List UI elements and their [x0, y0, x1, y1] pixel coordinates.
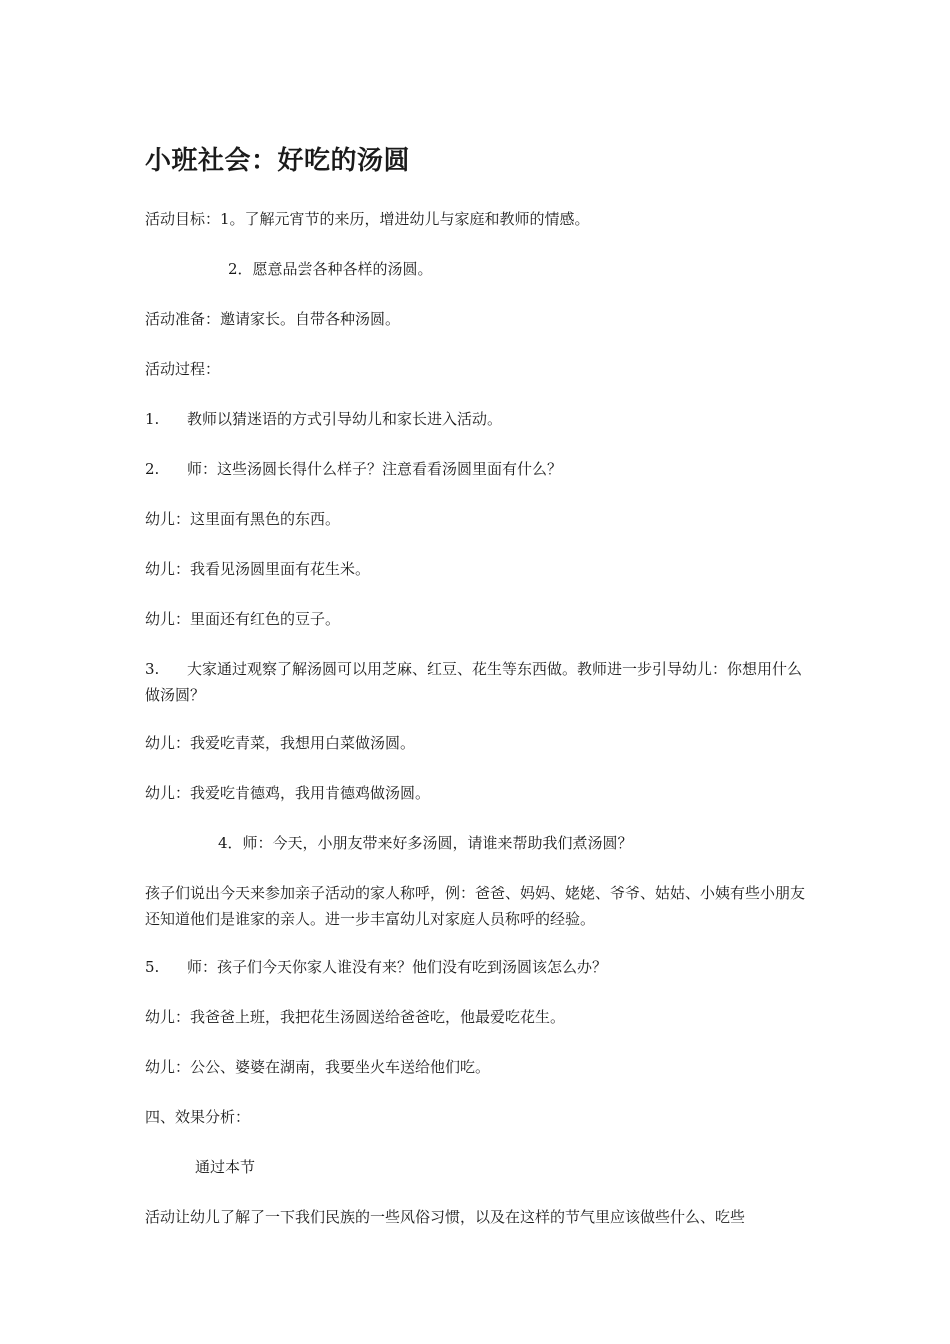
preparation: 活动准备：邀请家长。自带各种汤圆。: [145, 310, 401, 328]
step-1: [145, 406, 810, 432]
goal-line-2: 2．愿意品尝各种各样的汤圆。: [228, 260, 433, 278]
analysis-text: 活动让幼儿了解了一下我们民族的一些风俗习惯，以及在这样的节气里应该做些什么、吃些: [145, 1208, 746, 1226]
step-4: 4．师：今天，小朋友带来好多汤圆，请谁来帮助我们煮汤圆？: [218, 834, 633, 852]
step-3-number: 3.: [145, 660, 160, 678]
step-5: [145, 954, 810, 980]
step-2: [145, 456, 810, 482]
step-5-number: 5.: [145, 958, 160, 976]
child-reply-2: 幼儿：我看见汤圆里面有花生米。: [145, 560, 371, 578]
step-1-number: 1.: [145, 410, 160, 428]
step-2-number: 2.: [145, 460, 160, 478]
step-5-text: 师：孩子们今天你家人谁没有来？他们没有吃到汤圆该怎么办？: [187, 958, 608, 976]
child-reply-5: 幼儿：我爱吃肯德鸡，我用肯德鸡做汤圆。: [145, 784, 431, 802]
child-reply-3: 幼儿：里面还有红色的豆子。: [145, 610, 341, 628]
analysis-heading: 四、效果分析：: [145, 1108, 251, 1126]
page-title: 小班社会：好吃的汤圆: [145, 146, 411, 176]
child-reply-1: 幼儿：这里面有黑色的东西。: [145, 510, 341, 528]
step-3-text: 大家通过观察了解汤圆可以用芝麻、红豆、花生等东西做。教师进一步引导幼儿：你想用什么做汤圆？: [145, 660, 803, 704]
step-3: [145, 656, 810, 708]
analysis-indent: 通过本节: [195, 1158, 256, 1176]
step-2-text: 师：这些汤圆长得什么样子？注意看看汤圆里面有什么？: [187, 460, 563, 478]
child-reply-6: 幼儿：我爸爸上班，我把花生汤圆送给爸爸吃，他最爱吃花生。: [145, 1008, 566, 1026]
goal-line-1: 活动目标：1。了解元宵节的来历，增进幼儿与家庭和教师的情感。: [145, 210, 590, 228]
process-heading: 活动过程：: [145, 360, 221, 378]
step-1-text: 教师以猜迷语的方式引导幼儿和家长进入活动。: [187, 410, 503, 428]
kids-say-paragraph: 孩子们说出今天来参加亲子活动的家人称呼，例：爸爸、妈妈、姥姥、爷爷、姑姑、小姨有些小朋友还知道他们是谁家的亲人。进一步丰富幼儿对家庭人员称呼的经验。: [145, 884, 806, 928]
child-reply-4: 幼儿：我爱吃青菜，我想用白菜做汤圆。: [145, 734, 416, 752]
child-reply-7: 幼儿：公公、婆婆在湖南，我要坐火车送给他们吃。: [145, 1058, 491, 1076]
